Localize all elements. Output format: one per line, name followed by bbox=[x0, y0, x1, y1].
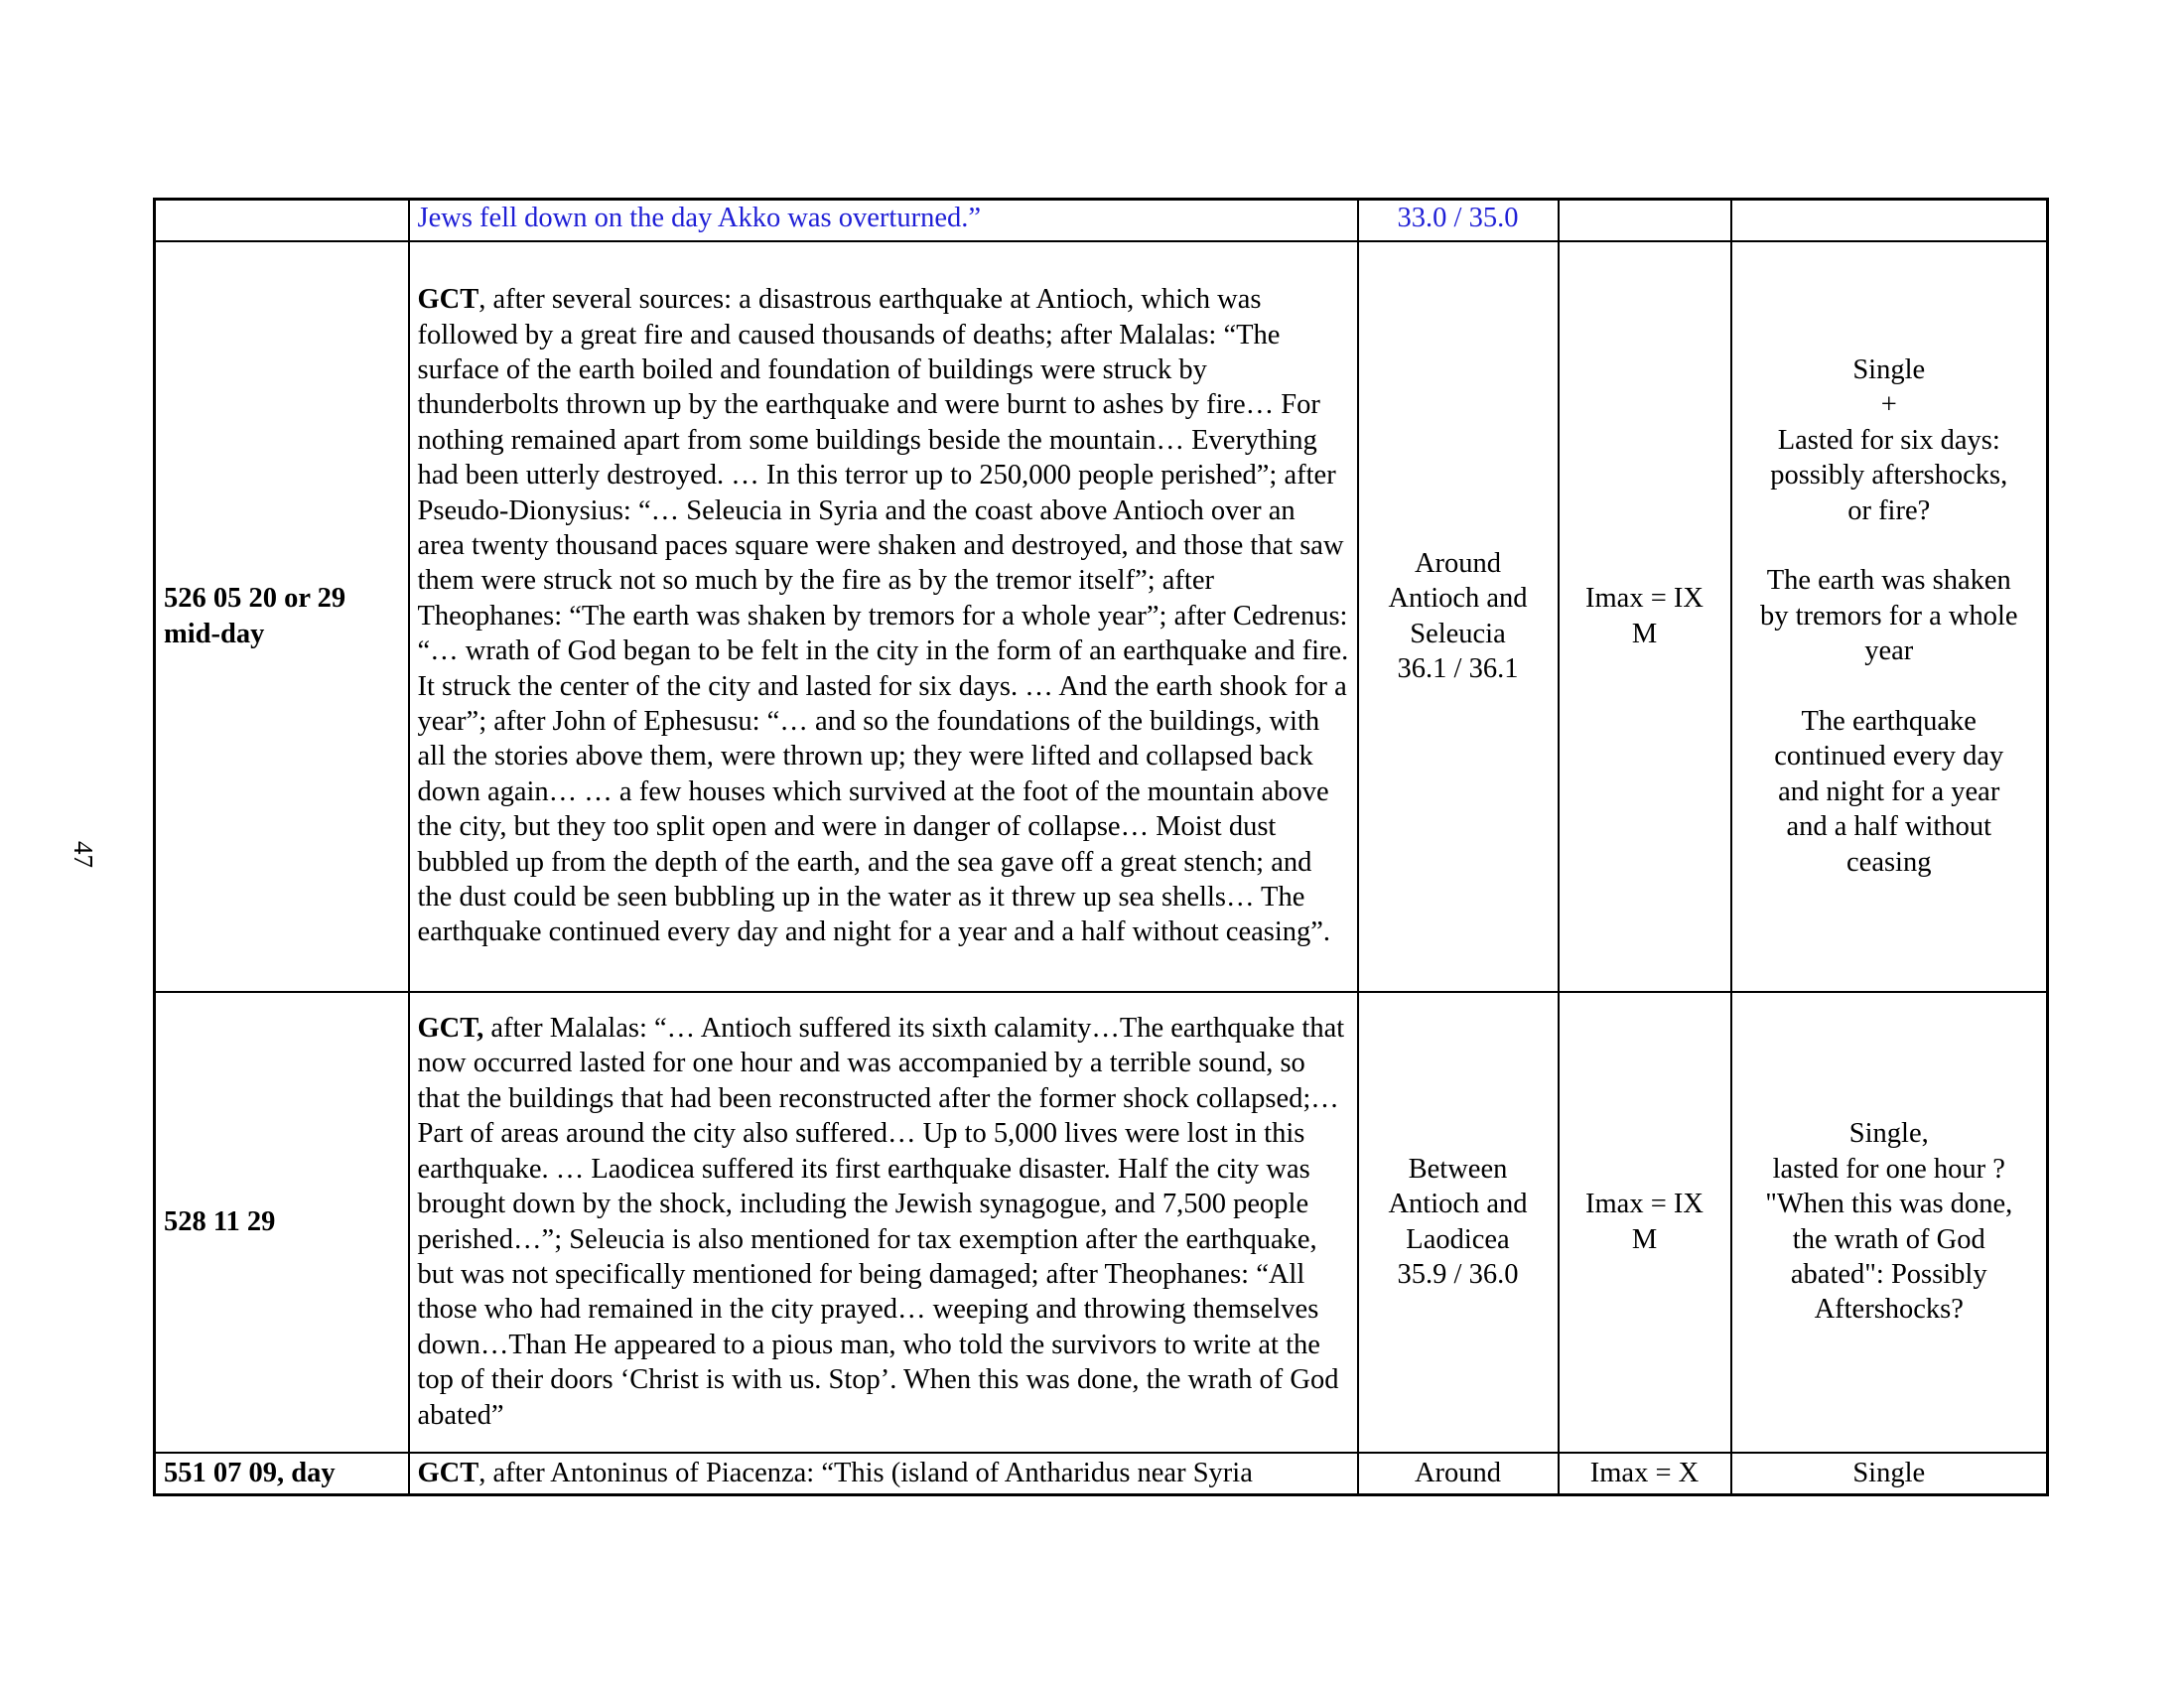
description-cell bbox=[409, 992, 1358, 1453]
note-line: The earthquake bbox=[1801, 706, 1977, 738]
location-cell bbox=[1358, 1453, 1559, 1495]
note-line: and a half without bbox=[1786, 811, 1992, 843]
notes-cell bbox=[1731, 992, 2048, 1453]
note-line: abated": Possibly bbox=[1790, 1258, 1987, 1290]
source-label: GCT, bbox=[417, 1013, 484, 1045]
note-line: ceasing bbox=[1846, 846, 1932, 878]
location-line: Seleucia bbox=[1410, 618, 1506, 649]
coordinates: 36.1 / 36.1 bbox=[1397, 652, 1519, 684]
intensity-reliability: M bbox=[1631, 1223, 1658, 1255]
date-line: mid-day bbox=[164, 618, 265, 649]
intensity-value: Imax = IX bbox=[1585, 1189, 1704, 1220]
note-line: + bbox=[1880, 389, 1897, 421]
note-line: Single bbox=[1852, 353, 1926, 385]
source-label: GCT bbox=[417, 1457, 479, 1488]
location-line: Around bbox=[1414, 547, 1502, 579]
location-cell bbox=[1358, 200, 1559, 241]
date-line: 528 11 29 bbox=[164, 1205, 276, 1237]
table-row bbox=[155, 1453, 2048, 1495]
note-line: the wrath of God bbox=[1792, 1223, 1985, 1255]
notes-cell bbox=[1731, 200, 2048, 241]
description-text: Jews fell down on the day Akko was overturned.” bbox=[417, 203, 981, 233]
description-cell bbox=[409, 241, 1358, 992]
location-line: Antioch and bbox=[1388, 1189, 1528, 1220]
intensity-cell bbox=[1559, 1453, 1731, 1495]
note-line: "When this was done, bbox=[1765, 1189, 2013, 1220]
intensity-cell bbox=[1559, 241, 1731, 992]
location-line: 33.0 / 35.0 bbox=[1397, 203, 1519, 233]
note-line: continued every day bbox=[1774, 741, 2004, 773]
description-cell bbox=[409, 1453, 1358, 1495]
notes-cell bbox=[1731, 241, 2048, 992]
page-number: 47 bbox=[68, 841, 98, 868]
description-cell bbox=[409, 200, 1358, 241]
location-line: Around bbox=[1414, 1457, 1502, 1488]
note-line: Aftershocks? bbox=[1814, 1294, 1964, 1326]
description-text: , after several sources: a disastrous earthquake at Antioch, which was followed by a great fire and caused thousands of deaths; after Malalas: “The surface of the earth boiled and foundation of buildings were struck by thunderbolts thrown up by the earthquake and were burnt to ashes by fire… For nothing remained apart from some buildings beside the mountain… Everything had been utterly destroyed. … In this terror up to 250,000 people perished”; after Pseudo-Dionysius: “… Seleucia in Syria and the coast above Antioch over an area twenty thousand paces square were shaken and destroyed, and those that saw them were struck not so much by the fire as by the tremor itself”; after Theophanes: “The earth was shaken by tremors for a whole year”; after Cedrenus: “… wrath of God began to be felt in the city in the form of an earthquake and fire. It struck the center of the city and lasted for six days. … And the earth shook for a year”; after John of Ephesusu: “… and so the foundations of the buildings, with all the stories above them, were thrown up; they were lifted and collapsed back down again… … a few houses which survived at the foot of the mountain above the city, but they too split open and were in danger of collapse… Moist dust bubbled up from the depth of the earth, and the sea gave off a great stench; and the dust could be seen bubbling up in the water as it threw up sea shells… The earthquake continued every day and night for a year and a half without ceasing”. bbox=[417, 284, 1349, 948]
note-line: Single bbox=[1852, 1457, 1926, 1488]
note-line: by tremors for a whole bbox=[1759, 600, 2018, 632]
intensity-cell bbox=[1559, 200, 1731, 241]
note-line: or fire? bbox=[1847, 494, 1931, 526]
date-cell bbox=[155, 1453, 409, 1495]
note-line: Lasted for six days: bbox=[1777, 424, 2000, 456]
note-line: The earth was shaken bbox=[1766, 565, 2011, 597]
note-line: Single, bbox=[1848, 1118, 1929, 1150]
note-line: lasted for one hour ? bbox=[1772, 1153, 2005, 1185]
note-line: year bbox=[1864, 635, 1914, 667]
date-cell bbox=[155, 241, 409, 992]
intensity-cell bbox=[1559, 992, 1731, 1453]
table-row bbox=[155, 200, 2048, 241]
date-cell bbox=[155, 200, 409, 241]
date-cell bbox=[155, 992, 409, 1453]
date-line: 551 07 09, day bbox=[164, 1457, 336, 1488]
note-line: possibly aftershocks, bbox=[1770, 460, 2008, 492]
note-line: and night for a year bbox=[1778, 775, 2000, 807]
location-cell bbox=[1358, 992, 1559, 1453]
location-line: Laodicea bbox=[1406, 1223, 1510, 1255]
date-line: 526 05 20 or 29 bbox=[164, 583, 346, 615]
source-label: GCT bbox=[417, 284, 479, 316]
coordinates: 35.9 / 36.0 bbox=[1397, 1258, 1519, 1290]
location-line: Between bbox=[1408, 1153, 1508, 1185]
intensity-value: Imax = X bbox=[1589, 1457, 1700, 1488]
location-line: Antioch and bbox=[1388, 583, 1528, 615]
table-row bbox=[155, 241, 2048, 992]
description-text: , after Antoninus of Piacenza: “This (island of Antharidus near Syria bbox=[478, 1457, 1253, 1488]
earthquake-catalog-table bbox=[153, 198, 2049, 1496]
notes-cell bbox=[1731, 1453, 2048, 1495]
description-text: after Malalas: “… Antioch suffered its sixth calamity…The earthquake that now occurred lasted for one hour and was accompanied by a terrible sound, so that the buildings that had been reconstructed after the former shock collapsed;… Part of areas around the city also suffered… Up to 5,000 lives were lost in this earthquake. … Laodicea suffered its first earthquake disaster. Half the city was brought down by the shock, including the Jewish synagogue, and 7,500 people perished…”; Seleucia is also mentioned for tax exemption after the earthquake, but was not specifically mentioned for being damaged; after Theophanes: “All those who had remained in the city prayed… weeping and throwing themselves down…Than He appeared to a pious man, who told the survivors to write at the top of their doors ‘Christ is with us. Stop’. When this was done, the wrath of God abated” bbox=[417, 1013, 1345, 1431]
location-cell bbox=[1358, 241, 1559, 992]
table-row bbox=[155, 992, 2048, 1453]
intensity-reliability: M bbox=[1631, 618, 1658, 649]
intensity-value: Imax = IX bbox=[1585, 583, 1704, 615]
